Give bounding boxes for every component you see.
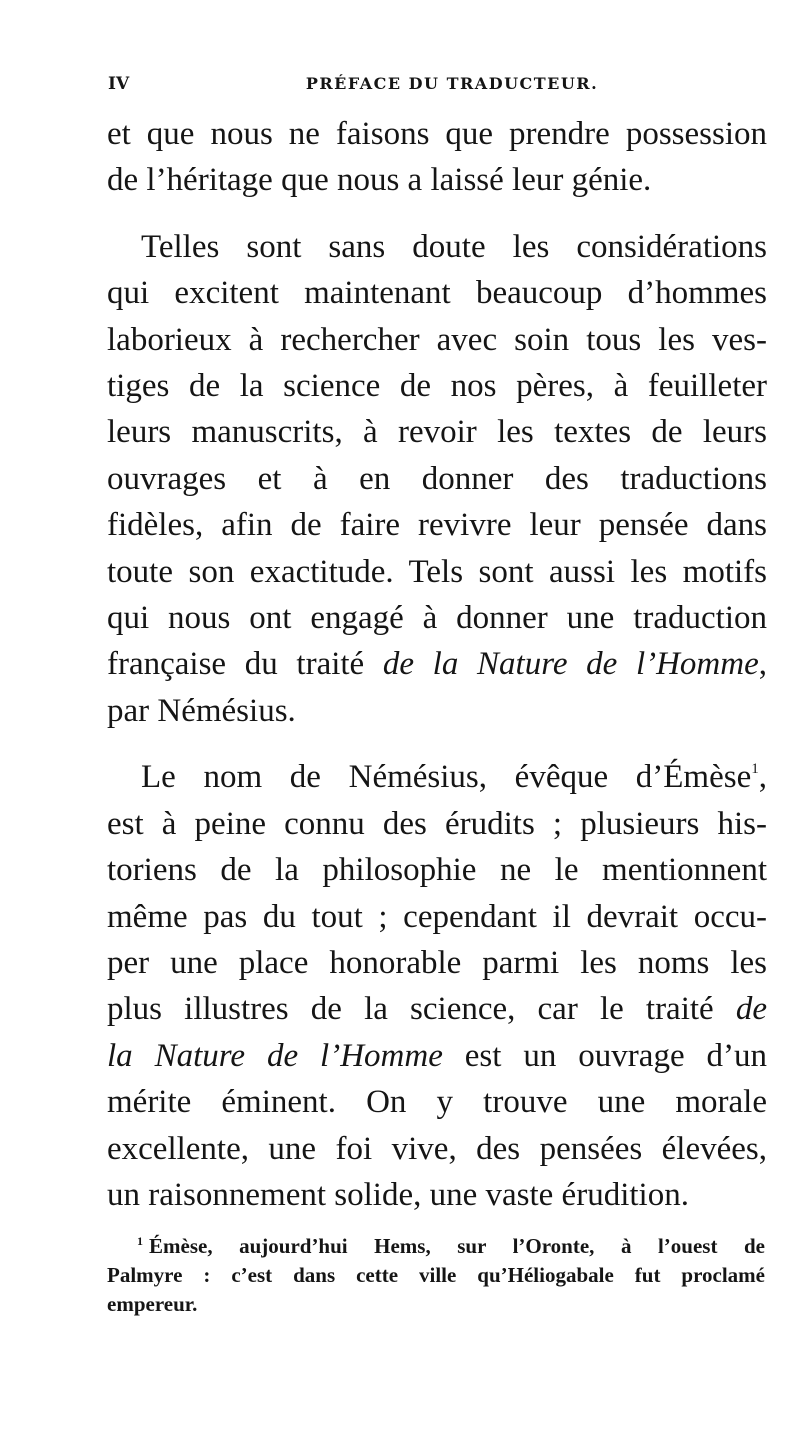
footnote [107,1232,765,1319]
text-line: qui excitent maintenant beaucoup d’hommes [107,275,767,312]
text-run: , [758,759,767,796]
paragraph-1 [107,111,767,204]
text-line: laborieux à rechercher avec soin tous les ves- [107,321,767,358]
paragraph-gap [107,204,767,224]
text-line: un raisonnement solide, une vaste érudition. [107,1176,689,1213]
text-line: excellente, une foi vive, des pensées élevées, [107,1130,767,1167]
text-line: mérite éminent. On y trouve une morale [107,1084,767,1121]
paragraph-3 [107,754,767,1218]
text-line: Telles sont sans doute les considérations [141,228,767,265]
paragraph-gap [107,734,767,754]
text-line [107,986,767,1032]
running-head [108,74,766,100]
footnote-line: Palmyre : c’est dans cette ville qu’Héliogabale fut proclamé [107,1263,765,1287]
body-text [107,111,767,1218]
text-run: plus illustres de la science, car le traité [107,991,736,1028]
text-line: fidèles, afin de faire revivre leur pensée dans [107,507,767,544]
text-line [107,1033,767,1079]
footnote-line: empereur. [107,1292,198,1316]
text-run: Le nom de Némésius, évêque d’Émèse [141,759,752,796]
text-line: par Némésius. [107,692,296,729]
text-run: , [758,646,767,683]
text-line: leurs manuscrits, à revoir les textes de leurs [107,414,767,451]
text-line: qui nous ont engagé à donner une traduction [107,600,767,637]
book-title-italic: de [735,991,767,1028]
text-line: même pas du tout ; cependant il devrait occu- [107,898,767,935]
text-line: toriens de la philosophie ne le mentionnent [107,852,767,889]
paragraph-2 [107,224,767,734]
text-line: est à peine connu des érudits ; plusieurs his- [107,805,767,842]
footnote-reference[interactable]: 1 [751,761,759,778]
text-line [107,641,767,687]
text-line: ouvrages et à en donner des traductions [107,460,767,497]
text-line: toute son exactitude. Tels sont aussi les motifs [107,553,767,590]
text-line: tiges de la science de nos pères, à feuilleter [107,368,767,405]
text-line [107,754,767,800]
page-number: IV [108,74,130,94]
text-line: per une place honorable parmi les noms les [107,944,767,981]
text-run: française du traité [107,646,383,683]
book-title-italic: de la Nature de l’Homme [382,646,759,683]
running-title: PRÉFACE DU TRADUCTEUR. [305,74,599,93]
footnote-text: Émèse, aujourd’hui Hems, sur l’Oronte, à l’ouest de [149,1234,765,1258]
text-line: et que nous ne faisons que prendre possession [107,116,767,152]
footnote-marker: 1 [137,1234,143,1248]
text-run: est un ouvrage d’un [442,1037,768,1074]
book-title-italic: la Nature de l’Homme [107,1037,443,1074]
footnote-line [107,1232,765,1261]
text-line: de l’héritage que nous a laissé leur génie. [107,162,652,199]
